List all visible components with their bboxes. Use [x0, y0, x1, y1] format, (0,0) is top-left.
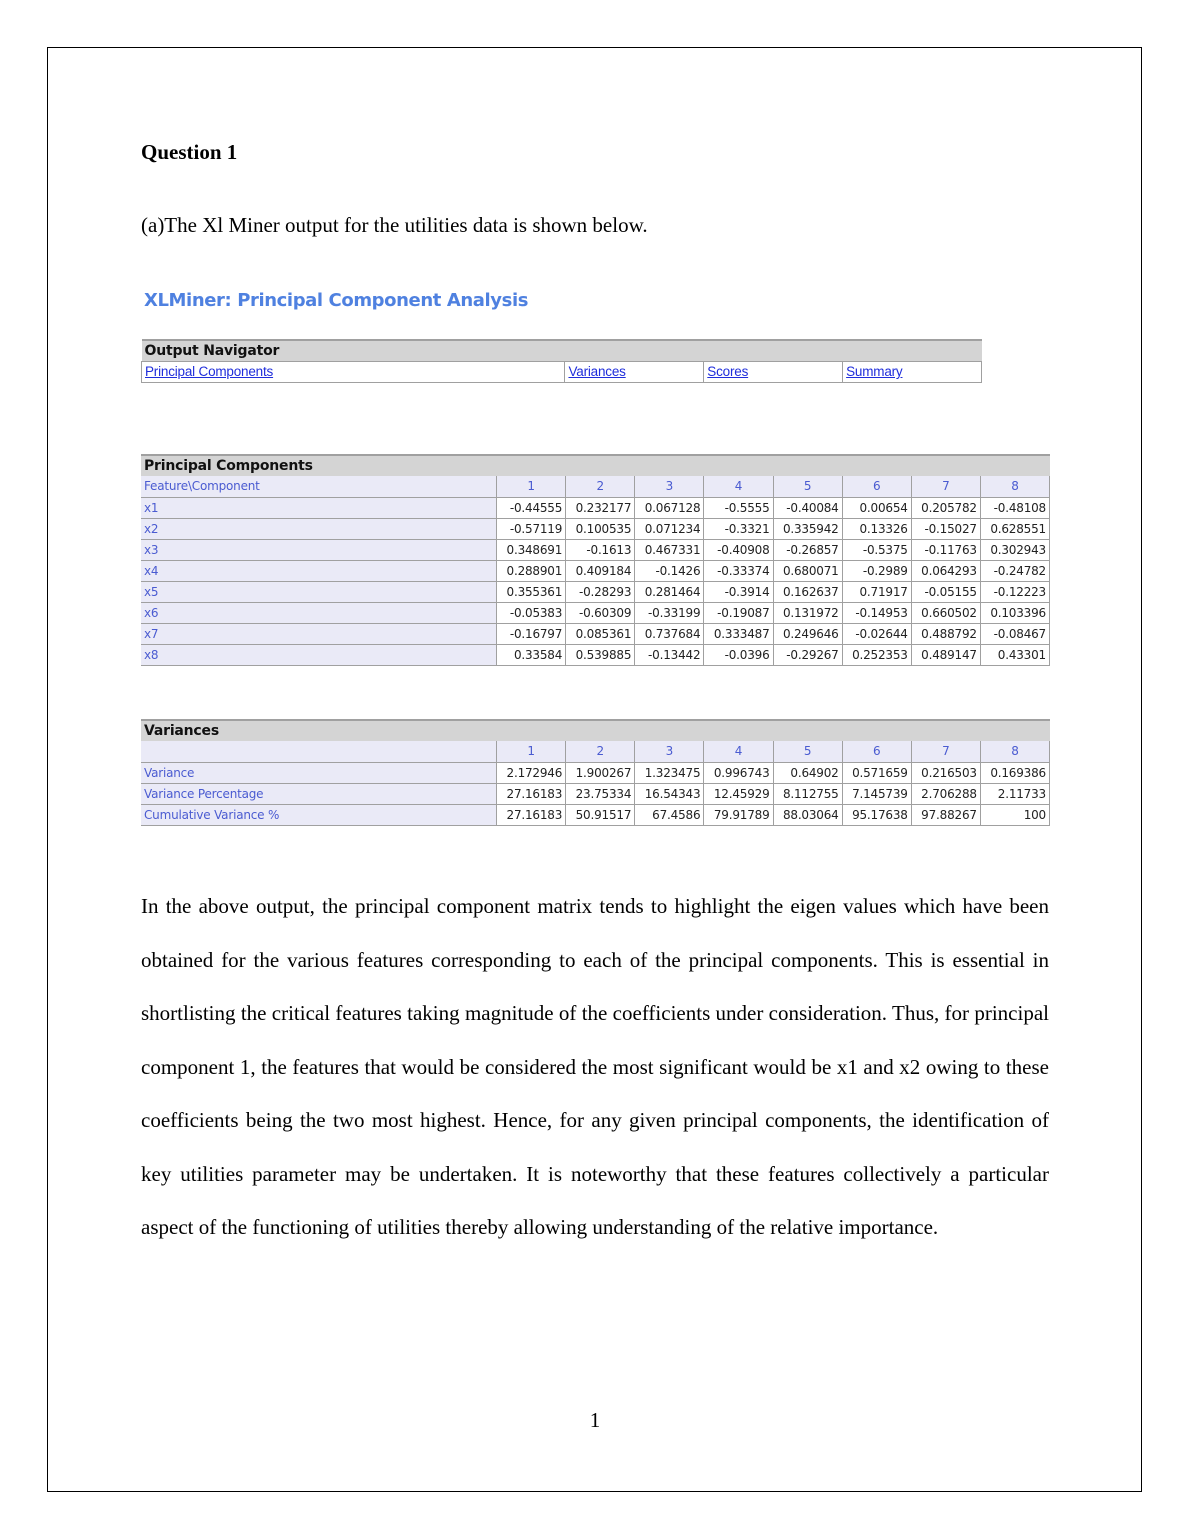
table-cell: 0.216503: [911, 762, 980, 783]
table-cell: 0.335942: [773, 518, 842, 539]
table-cell: 0.071234: [635, 518, 704, 539]
table-cell: -0.60309: [566, 602, 635, 623]
table-cell: -0.1426: [635, 560, 704, 581]
question-title: Question 1: [141, 140, 238, 164]
column-header: 8: [980, 476, 1049, 497]
table-cell: 0.64902: [773, 762, 842, 783]
column-header: 5: [773, 741, 842, 762]
nav-link-scores[interactable]: Scores: [704, 361, 843, 382]
table-cell: -0.19087: [704, 602, 773, 623]
table-cell: -0.24782: [980, 560, 1049, 581]
nav-link-summary[interactable]: Summary: [843, 361, 982, 382]
row-label: Cumulative Variance %: [141, 804, 497, 825]
table-row: [141, 581, 1050, 602]
row-label: Variance Percentage: [141, 783, 497, 804]
table-cell: -0.33199: [635, 602, 704, 623]
table-cell: 0.13326: [842, 518, 911, 539]
table-cell: 0.33584: [497, 644, 566, 665]
table-cell: 0.131972: [773, 602, 842, 623]
column-header: 8: [980, 741, 1049, 762]
table-cell: 97.88267: [911, 804, 980, 825]
table-row: [141, 762, 1050, 783]
table-cell: 2.706288: [911, 783, 980, 804]
table-cell: 0.281464: [635, 581, 704, 602]
table-cell: -0.1613: [566, 539, 635, 560]
table-cell: 23.75334: [566, 783, 635, 804]
table-cell: 0.162637: [773, 581, 842, 602]
row-label: x2: [141, 518, 497, 539]
table-row: [141, 560, 1050, 581]
table-cell: 0.43301: [980, 644, 1049, 665]
table-cell: 79.91789: [704, 804, 773, 825]
table-cell: 1.323475: [635, 762, 704, 783]
table-row: [141, 518, 1050, 539]
table-row: [141, 602, 1050, 623]
row-label: Variance: [141, 762, 497, 783]
column-header: 3: [635, 476, 704, 497]
table-cell: 0.205782: [911, 497, 980, 518]
table-cell: 0.680071: [773, 560, 842, 581]
table-cell: 0.996743: [704, 762, 773, 783]
table-cell: -0.0396: [704, 644, 773, 665]
nav-link-principal-components[interactable]: Principal Components: [142, 361, 565, 382]
table-cell: 12.45929: [704, 783, 773, 804]
table-cell: -0.5555: [704, 497, 773, 518]
table-cell: 2.11733: [980, 783, 1049, 804]
row-label: x4: [141, 560, 497, 581]
output-navigator-header: Output Navigator: [142, 340, 982, 361]
table-cell: -0.2989: [842, 560, 911, 581]
table-cell: 0.085361: [566, 623, 635, 644]
nav-link-variances[interactable]: Variances: [565, 361, 704, 382]
table-row: [141, 644, 1050, 665]
table-cell: -0.13442: [635, 644, 704, 665]
table-cell: 0.333487: [704, 623, 773, 644]
table-cell: -0.11763: [911, 539, 980, 560]
corner-label: Feature\Component: [141, 476, 497, 497]
table-cell: -0.5375: [842, 539, 911, 560]
table-cell: 50.91517: [566, 804, 635, 825]
row-label: x6: [141, 602, 497, 623]
column-header: 1: [497, 741, 566, 762]
page-number: 1: [589, 1408, 601, 1432]
column-header: 1: [497, 476, 566, 497]
table-cell: 0.249646: [773, 623, 842, 644]
table-cell: 100: [980, 804, 1049, 825]
table-cell: 2.172946: [497, 762, 566, 783]
output-navigator: [141, 339, 982, 383]
table-cell: -0.05155: [911, 581, 980, 602]
table-cell: 0.252353: [842, 644, 911, 665]
table-cell: 8.112755: [773, 783, 842, 804]
table-cell: -0.44555: [497, 497, 566, 518]
table-cell: -0.3321: [704, 518, 773, 539]
table-cell: 0.571659: [842, 762, 911, 783]
table-cell: 1.900267: [566, 762, 635, 783]
table-cell: -0.15027: [911, 518, 980, 539]
table-cell: -0.3914: [704, 581, 773, 602]
column-header: 4: [704, 476, 773, 497]
table-cell: 0.467331: [635, 539, 704, 560]
row-label: x8: [141, 644, 497, 665]
table-cell: 0.232177: [566, 497, 635, 518]
table-cell: 27.16183: [497, 783, 566, 804]
principal-components-header: Principal Components: [141, 455, 1050, 476]
column-header: 4: [704, 741, 773, 762]
table-cell: -0.57119: [497, 518, 566, 539]
column-header: 5: [773, 476, 842, 497]
table-cell: 0.348691: [497, 539, 566, 560]
table-row: [141, 783, 1050, 804]
table-row: [141, 539, 1050, 560]
table-cell: 0.100535: [566, 518, 635, 539]
table-cell: 88.03064: [773, 804, 842, 825]
table-cell: 0.737684: [635, 623, 704, 644]
table-cell: 0.628551: [980, 518, 1049, 539]
table-cell: 0.489147: [911, 644, 980, 665]
variances-table: [141, 719, 1050, 826]
table-cell: -0.48108: [980, 497, 1049, 518]
corner-label: [141, 741, 497, 762]
table-cell: -0.29267: [773, 644, 842, 665]
table-cell: -0.33374: [704, 560, 773, 581]
body-paragraph: In the above output, the principal component matrix tends to highlight the eigen values which have been obtained for the various features corresponding to each of the principal components. This is essential in shortlisting the critical features taking magnitude of the coefficients under consideration. Thus, for principal component 1, the features that would be considered the most significant would be x1 and x2 owing to these coefficients being the two most highest. Hence, for any given principal components, the identification of key utilities parameter may be undertaken. It is noteworthy that these features collectively a particular aspect of the functioning of utilities thereby allowing understanding of the relative importance.: [141, 894, 1049, 1239]
table-cell: -0.02644: [842, 623, 911, 644]
table-cell: 95.17638: [842, 804, 911, 825]
column-header: 7: [911, 476, 980, 497]
intro-text: (a)The Xl Miner output for the utilities data is shown below.: [141, 213, 648, 237]
variances-rows: [141, 762, 1050, 825]
table-cell: -0.05383: [497, 602, 566, 623]
column-header: 2: [566, 476, 635, 497]
table-cell: -0.40084: [773, 497, 842, 518]
principal-components-rows: [141, 497, 1050, 665]
table-row: [141, 804, 1050, 825]
row-label: x7: [141, 623, 497, 644]
column-header: 3: [635, 741, 704, 762]
table-cell: -0.26857: [773, 539, 842, 560]
table-cell: -0.08467: [980, 623, 1049, 644]
column-header: 6: [842, 476, 911, 497]
column-header-row: [141, 741, 1050, 762]
row-label: x5: [141, 581, 497, 602]
table-cell: 0.660502: [911, 602, 980, 623]
row-label: x3: [141, 539, 497, 560]
table-cell: 16.54343: [635, 783, 704, 804]
table-cell: 0.488792: [911, 623, 980, 644]
principal-components-table: [141, 454, 1050, 666]
table-cell: 0.169386: [980, 762, 1049, 783]
table-cell: 0.064293: [911, 560, 980, 581]
table-cell: 0.103396: [980, 602, 1049, 623]
column-header: 6: [842, 741, 911, 762]
table-cell: 0.288901: [497, 560, 566, 581]
table-row: [141, 497, 1050, 518]
table-cell: -0.14953: [842, 602, 911, 623]
table-cell: 0.355361: [497, 581, 566, 602]
table-cell: 0.302943: [980, 539, 1049, 560]
table-row: [141, 623, 1050, 644]
table-cell: 0.539885: [566, 644, 635, 665]
table-cell: -0.16797: [497, 623, 566, 644]
table-cell: -0.40908: [704, 539, 773, 560]
table-cell: -0.28293: [566, 581, 635, 602]
table-cell: 67.4586: [635, 804, 704, 825]
table-cell: -0.12223: [980, 581, 1049, 602]
table-cell: 0.067128: [635, 497, 704, 518]
column-header-row: [141, 476, 1050, 497]
column-header: 7: [911, 741, 980, 762]
row-label: x1: [141, 497, 497, 518]
table-cell: 0.71917: [842, 581, 911, 602]
xlminer-title: XLMiner: Principal Component Analysis: [144, 290, 529, 311]
table-cell: 0.409184: [566, 560, 635, 581]
table-cell: 27.16183: [497, 804, 566, 825]
table-cell: 7.145739: [842, 783, 911, 804]
variances-header: Variances: [141, 720, 1050, 741]
column-header: 2: [566, 741, 635, 762]
table-cell: 0.00654: [842, 497, 911, 518]
